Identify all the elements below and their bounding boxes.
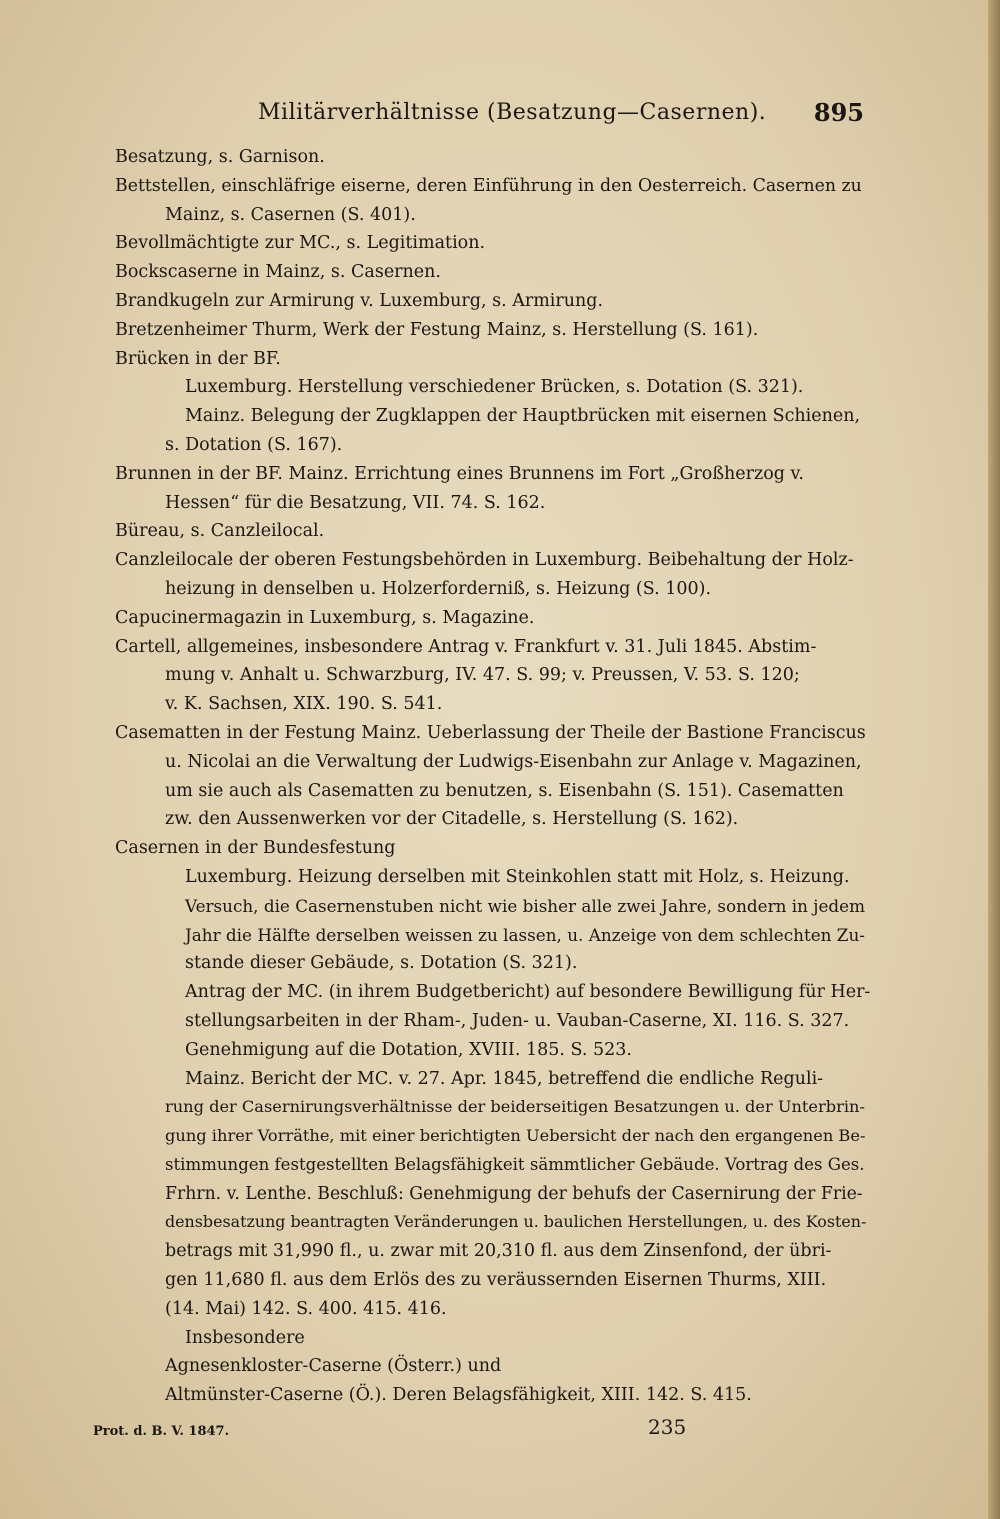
index-line: u. Nicolai an die Verwaltung der Ludwigs-Eisenbahn zur Anlage v. Magazinen, — [165, 751, 862, 772]
index-line: Luxemburg. Heizung derselben mit Steinkohlen statt mit Holz, s. Heizung. — [185, 866, 850, 887]
page-number: 895 — [813, 98, 864, 127]
index-line: Agnesenkloster-Caserne (Österr.) und — [165, 1356, 502, 1377]
index-line: Brücken in der BF. — [115, 348, 281, 369]
index-line: gen 11,680 fl. aus dem Erlös des zu veräussernden Eisernen Thurms, XIII. — [165, 1270, 827, 1291]
index-line: s. Dotation (S. 167). — [165, 434, 343, 455]
index-line: Bettstellen, einschläfrige eiserne, deren Einführung in den Oesterreich. Casernen zu — [115, 175, 862, 196]
header-title: Militärverhältnisse (Besatzung—Casernen). — [258, 100, 767, 125]
index-line: stande dieser Gebäude, s. Dotation (S. 321). — [185, 953, 578, 974]
index-line: Casematten in der Festung Mainz. Ueberlassung der Theile der Bastione Franciscus — [115, 722, 866, 743]
index-line: Insbesondere — [185, 1327, 305, 1348]
footer-sheet-number: 235 — [648, 1415, 687, 1439]
index-line: betrags mit 31,990 fl., u. zwar mit 20,310 fl. aus dem Zinsenfond, der übri- — [165, 1241, 832, 1262]
index-line: mung v. Anhalt u. Schwarzburg, IV. 47. S. 99; v. Preussen, V. 53. S. 120; — [165, 665, 800, 686]
index-line: Mainz, s. Casernen (S. 401). — [165, 204, 416, 225]
index-entries — [115, 143, 870, 1410]
index-line: Besatzung, s. Garnison. — [115, 147, 325, 167]
index-line: Versuch, die Casernenstuben nicht wie bisher alle zwei Jahre, sondern in jedem — [185, 895, 866, 916]
index-line: Altmünster-Caserne (Ö.). Deren Belagsfähigkeit, XIII. 142. S. 415. — [165, 1385, 752, 1406]
index-line: Capucinermagazin in Luxemburg, s. Magazine. — [115, 607, 535, 628]
index-line: densbesatzung beantragten Veränderungen u. baulichen Herstellungen, u. des Kosten- — [165, 1212, 867, 1232]
footer-signature: Prot. d. B. V. 1847. — [93, 1424, 230, 1439]
index-line: heizung in denselben u. Holzerforderniß, s. Heizung (S. 100). — [165, 578, 712, 599]
index-line: Brandkugeln zur Armirung v. Luxemburg, s. Armirung. — [115, 290, 604, 311]
index-line: Büreau, s. Canzleilocal. — [115, 521, 325, 542]
index-line: Casernen in der Bundesfestung — [115, 838, 396, 859]
index-line: (14. Mai) 142. S. 400. 415. 416. — [165, 1298, 447, 1319]
index-line: Bevollmächtigte zur MC., s. Legitimation. — [115, 233, 486, 254]
index-line: Mainz. Bericht der MC. v. 27. Apr. 1845, betreffend die endliche Reguli- — [185, 1068, 824, 1089]
index-line: Frhrn. v. Lenthe. Beschluß: Genehmigung der behufs der Casernirung der Frie- — [165, 1183, 863, 1204]
index-line: Mainz. Belegung der Zugklappen der Hauptbrücken mit eisernen Schienen, — [185, 406, 861, 427]
index-line: Jahr die Hälfte derselben weissen zu lassen, u. Anzeige von dem schlechten Zu- — [185, 924, 865, 945]
index-line: Luxemburg. Herstellung verschiedener Brücken, s. Dotation (S. 321). — [185, 377, 804, 398]
index-line: stellungsarbeiten in der Rham-, Juden- u. Vauban-Caserne, XI. 116. S. 327. — [185, 1010, 850, 1031]
index-line: Genehmigung auf die Dotation, XVIII. 185. S. 523. — [185, 1039, 632, 1060]
index-line: Bockscaserne in Mainz, s. Casernen. — [115, 262, 441, 283]
index-line: Canzleilocale der oberen Festungsbehörden in Luxemburg. Beibehaltung der Holz- — [115, 550, 854, 571]
index-line: Brunnen in der BF. Mainz. Errichtung eines Brunnens im Fort „Großherzog v. — [115, 463, 804, 484]
index-line: um sie auch als Casematten zu benutzen, s. Eisenbahn (S. 151). Casematten — [165, 780, 844, 801]
index-line: Bretzenheimer Thurm, Werk der Festung Mainz, s. Herstellung (S. 161). — [115, 319, 759, 340]
index-line: stimmungen festgestellten Belagsfähigkeit sämmtlicher Gebäude. Vortrag des Ges. — [165, 1154, 865, 1174]
page-edge — [988, 0, 1000, 1519]
index-line: Antrag der MC. (in ihrem Budgetbericht) auf besondere Bewilligung für Her- — [185, 982, 870, 1003]
index-line: Cartell, allgemeines, insbesondere Antrag v. Frankfurt v. 31. Juli 1845. Abstim- — [115, 636, 817, 657]
index-line: v. K. Sachsen, XIX. 190. S. 541. — [165, 694, 443, 715]
index-line: gung ihrer Vorräthe, mit einer berichtigten Uebersicht der nach den ergangenen Be- — [165, 1126, 866, 1146]
index-line: zw. den Aussenwerken vor der Citadelle, s. Herstellung (S. 162). — [165, 809, 739, 830]
index-line: rung der Casernirungsverhältnisse der beiderseitigen Besatzungen u. der Unterbrin- — [165, 1097, 865, 1117]
running-header — [258, 96, 864, 136]
index-line: Hessen“ für die Besatzung, VII. 74. S. 162. — [165, 492, 546, 513]
